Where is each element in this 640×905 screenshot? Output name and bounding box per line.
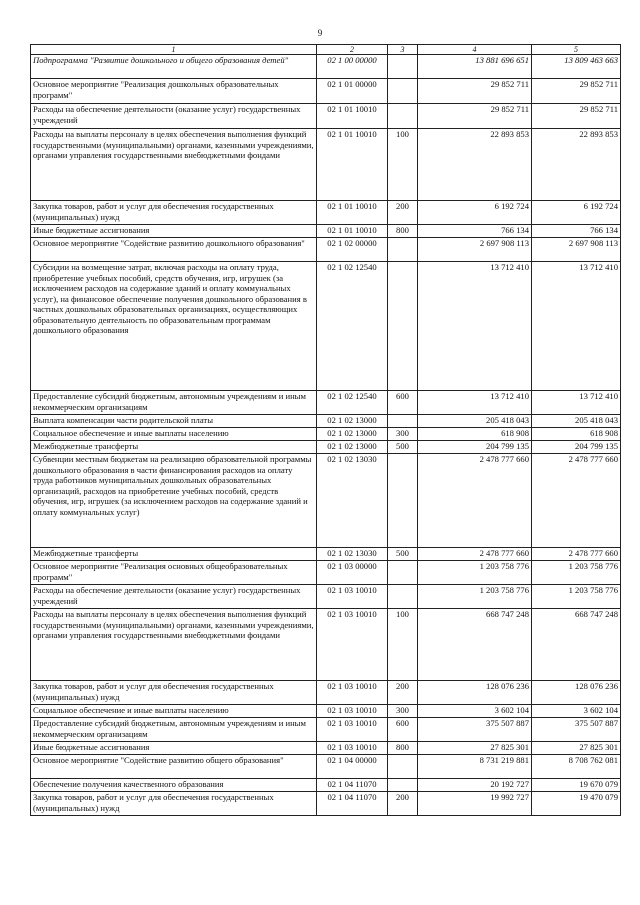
row-amount-2-cell: 1 203 758 776 (532, 585, 621, 609)
table-row (31, 705, 621, 718)
row-code-cell: 02 1 02 12540 (317, 391, 388, 415)
row-name-cell: Закупка товаров, работ и услуг для обеспечения государственных (муниципальных) нужд (31, 201, 317, 225)
row-expense-type-cell: 100 (388, 129, 418, 201)
row-amount-1-cell: 19 992 727 (418, 792, 532, 816)
row-name-cell: Социальное обеспечение и иные выплаты населению (31, 428, 317, 441)
row-amount-2-cell: 1 203 758 776 (532, 561, 621, 585)
table-row (31, 225, 621, 238)
row-code-cell: 02 1 01 10010 (317, 129, 388, 201)
row-amount-2-cell: 19 670 079 (532, 779, 621, 792)
row-amount-2-cell: 2 697 908 113 (532, 238, 621, 262)
row-expense-type-cell (388, 561, 418, 585)
row-amount-1-cell: 13 712 410 (418, 391, 532, 415)
row-amount-2-cell: 6 192 724 (532, 201, 621, 225)
row-amount-1-cell: 27 825 301 (418, 742, 532, 755)
row-code-cell: 02 1 02 13000 (317, 415, 388, 428)
header-row (31, 45, 621, 55)
table-row (31, 609, 621, 681)
row-code-cell: 02 1 03 10010 (317, 742, 388, 755)
row-expense-type-cell (388, 779, 418, 792)
row-amount-2-cell: 2 478 777 660 (532, 454, 621, 548)
header-cell: 3 (388, 45, 418, 55)
table-row (31, 792, 621, 816)
table-row (31, 548, 621, 561)
header-cell: 2 (317, 45, 388, 55)
row-code-cell: 02 1 01 10010 (317, 225, 388, 238)
row-name-cell: Иные бюджетные ассигнования (31, 742, 317, 755)
row-amount-2-cell: 27 825 301 (532, 742, 621, 755)
row-amount-1-cell: 668 747 248 (418, 609, 532, 681)
table-row (31, 585, 621, 609)
table-row (31, 129, 621, 201)
row-code-cell: 02 1 04 11070 (317, 779, 388, 792)
row-name-cell: Субсидии на возмещение затрат, включая расходы на оплату труда, приобретение учебных пособий, средств обучения, игр, игрушек (за исключением расходов на содержание зданий и оплату коммунальных услуг), на финансовое обеспечение получения дошкольного образования в частных дошкольных образовательных организациях, осуществляющих образовательную деятельность по образовательным программам дошкольного образования (31, 262, 317, 391)
row-name-cell: Выплата компенсации части родительской платы (31, 415, 317, 428)
table-row (31, 441, 621, 454)
row-amount-1-cell: 375 507 887 (418, 718, 532, 742)
row-name-cell: Социальное обеспечение и иные выплаты населению (31, 705, 317, 718)
row-code-cell: 02 1 02 13030 (317, 454, 388, 548)
row-expense-type-cell: 200 (388, 681, 418, 705)
row-expense-type-cell (388, 104, 418, 129)
row-amount-2-cell: 668 747 248 (532, 609, 621, 681)
budget-table (30, 44, 621, 816)
row-name-cell: Расходы на выплаты персоналу в целях обеспечения выполнения функций государственными (муниципальными) органами, казенными учреждениями, органами управления государственными внебюджетными фондами (31, 129, 317, 201)
table-row (31, 104, 621, 129)
row-code-cell: 02 1 03 10010 (317, 718, 388, 742)
header-cell: 5 (532, 45, 621, 55)
row-amount-1-cell: 22 893 853 (418, 129, 532, 201)
row-code-cell: 02 1 02 13030 (317, 548, 388, 561)
row-name-cell: Закупка товаров, работ и услуг для обеспечения государственных (муниципальных) нужд (31, 681, 317, 705)
row-name-cell: Подпрограмма "Развитие дошкольного и общего образования детей" (31, 55, 317, 79)
row-expense-type-cell: 200 (388, 792, 418, 816)
row-amount-2-cell: 766 134 (532, 225, 621, 238)
row-amount-1-cell: 13 881 696 651 (418, 55, 532, 79)
header-cell: 1 (31, 45, 317, 55)
row-name-cell: Предоставление субсидий бюджетным, автономным учреждениям и иным некоммерческим организациям (31, 718, 317, 742)
row-code-cell: 02 1 03 10010 (317, 585, 388, 609)
row-code-cell: 02 1 04 11070 (317, 792, 388, 816)
row-amount-2-cell: 22 893 853 (532, 129, 621, 201)
row-name-cell: Предоставление субсидий бюджетным, автономным учреждениям и иным некоммерческим организациям (31, 391, 317, 415)
row-expense-type-cell: 300 (388, 428, 418, 441)
row-code-cell: 02 1 02 13000 (317, 428, 388, 441)
row-code-cell: 02 1 00 00000 (317, 55, 388, 79)
table-row (31, 428, 621, 441)
row-amount-2-cell: 128 076 236 (532, 681, 621, 705)
table-row (31, 415, 621, 428)
row-name-cell: Межбюджетные трансферты (31, 441, 317, 454)
row-amount-1-cell: 13 712 410 (418, 262, 532, 391)
row-amount-2-cell: 13 712 410 (532, 262, 621, 391)
row-name-cell: Расходы на обеспечение деятельности (оказание услуг) государственных учреждений (31, 104, 317, 129)
row-expense-type-cell: 600 (388, 391, 418, 415)
row-amount-2-cell: 13 712 410 (532, 391, 621, 415)
row-amount-2-cell: 29 852 711 (532, 79, 621, 104)
row-expense-type-cell: 200 (388, 201, 418, 225)
row-name-cell: Основное мероприятие "Содействие развитию дошкольного образования" (31, 238, 317, 262)
table-row (31, 201, 621, 225)
row-code-cell: 02 1 03 10010 (317, 609, 388, 681)
row-amount-1-cell: 618 908 (418, 428, 532, 441)
row-amount-1-cell: 2 697 908 113 (418, 238, 532, 262)
row-amount-2-cell: 618 908 (532, 428, 621, 441)
row-expense-type-cell (388, 55, 418, 79)
row-name-cell: Основное мероприятие "Реализация основных общеобразовательных программ" (31, 561, 317, 585)
row-code-cell: 02 1 03 00000 (317, 561, 388, 585)
row-amount-2-cell: 2 478 777 660 (532, 548, 621, 561)
table-row (31, 391, 621, 415)
table-row (31, 561, 621, 585)
row-expense-type-cell: 300 (388, 705, 418, 718)
row-expense-type-cell (388, 415, 418, 428)
row-name-cell: Обеспечение получения качественного образования (31, 779, 317, 792)
row-code-cell: 02 1 01 00000 (317, 79, 388, 104)
row-name-cell: Закупка товаров, работ и услуг для обеспечения государственных (муниципальных) нужд (31, 792, 317, 816)
row-name-cell: Межбюджетные трансферты (31, 548, 317, 561)
row-code-cell: 02 1 03 10010 (317, 681, 388, 705)
row-expense-type-cell: 800 (388, 225, 418, 238)
row-amount-1-cell: 766 134 (418, 225, 532, 238)
table-row (31, 79, 621, 104)
row-amount-2-cell: 19 470 079 (532, 792, 621, 816)
row-amount-1-cell: 2 478 777 660 (418, 548, 532, 561)
row-amount-1-cell: 20 192 727 (418, 779, 532, 792)
row-amount-2-cell: 205 418 043 (532, 415, 621, 428)
table-row (31, 454, 621, 548)
row-amount-1-cell: 205 418 043 (418, 415, 532, 428)
row-expense-type-cell (388, 262, 418, 391)
row-amount-2-cell: 3 602 104 (532, 705, 621, 718)
row-amount-1-cell: 3 602 104 (418, 705, 532, 718)
row-expense-type-cell (388, 238, 418, 262)
table-row (31, 718, 621, 742)
table-row (31, 262, 621, 391)
table-row (31, 742, 621, 755)
table-row (31, 681, 621, 705)
row-amount-1-cell: 29 852 711 (418, 104, 532, 129)
row-expense-type-cell: 600 (388, 718, 418, 742)
row-code-cell: 02 1 02 13000 (317, 441, 388, 454)
row-code-cell: 02 1 02 12540 (317, 262, 388, 391)
row-expense-type-cell (388, 79, 418, 104)
row-expense-type-cell: 500 (388, 441, 418, 454)
row-expense-type-cell (388, 454, 418, 548)
header-cell: 4 (418, 45, 532, 55)
row-name-cell: Расходы на обеспечение деятельности (оказание услуг) государственных учреждений (31, 585, 317, 609)
page-number: 9 (317, 28, 323, 38)
table-row (31, 55, 621, 79)
row-amount-2-cell: 204 799 135 (532, 441, 621, 454)
row-amount-2-cell: 375 507 887 (532, 718, 621, 742)
row-amount-1-cell: 204 799 135 (418, 441, 532, 454)
row-amount-1-cell: 8 731 219 881 (418, 755, 532, 779)
row-amount-1-cell: 128 076 236 (418, 681, 532, 705)
row-expense-type-cell: 500 (388, 548, 418, 561)
row-amount-2-cell: 8 708 762 081 (532, 755, 621, 779)
row-amount-1-cell: 1 203 758 776 (418, 585, 532, 609)
row-expense-type-cell: 800 (388, 742, 418, 755)
row-code-cell: 02 1 04 00000 (317, 755, 388, 779)
row-expense-type-cell: 100 (388, 609, 418, 681)
row-amount-1-cell: 2 478 777 660 (418, 454, 532, 548)
table-row (31, 779, 621, 792)
row-amount-2-cell: 13 809 463 663 (532, 55, 621, 79)
row-amount-2-cell: 29 852 711 (532, 104, 621, 129)
row-name-cell: Иные бюджетные ассигнования (31, 225, 317, 238)
row-code-cell: 02 1 01 10010 (317, 201, 388, 225)
row-name-cell: Основное мероприятие "Реализация дошкольных образовательных программ" (31, 79, 317, 104)
row-name-cell: Субвенции местным бюджетам на реализацию образовательной программы дошкольного образования в части финансирования расходов на оплату труда работников муниципальных дошкольных образовательных организаций, расходов на приобретение учебных пособий, средств обучения, игр, игрушек (за исключением расходов на содержание зданий и оплату коммунальных услуг) (31, 454, 317, 548)
row-expense-type-cell (388, 755, 418, 779)
row-code-cell: 02 1 03 10010 (317, 705, 388, 718)
row-code-cell: 02 1 02 00000 (317, 238, 388, 262)
table-row (31, 238, 621, 262)
row-amount-1-cell: 6 192 724 (418, 201, 532, 225)
row-amount-1-cell: 29 852 711 (418, 79, 532, 104)
row-amount-1-cell: 1 203 758 776 (418, 561, 532, 585)
row-code-cell: 02 1 01 10010 (317, 104, 388, 129)
row-name-cell: Расходы на выплаты персоналу в целях обеспечения выполнения функций государственными (муниципальными) органами, казенными учреждениями, органами управления государственными внебюджетными фондами (31, 609, 317, 681)
row-name-cell: Основное мероприятие "Содействие развитию общего образования" (31, 755, 317, 779)
row-expense-type-cell (388, 585, 418, 609)
table-row (31, 755, 621, 779)
